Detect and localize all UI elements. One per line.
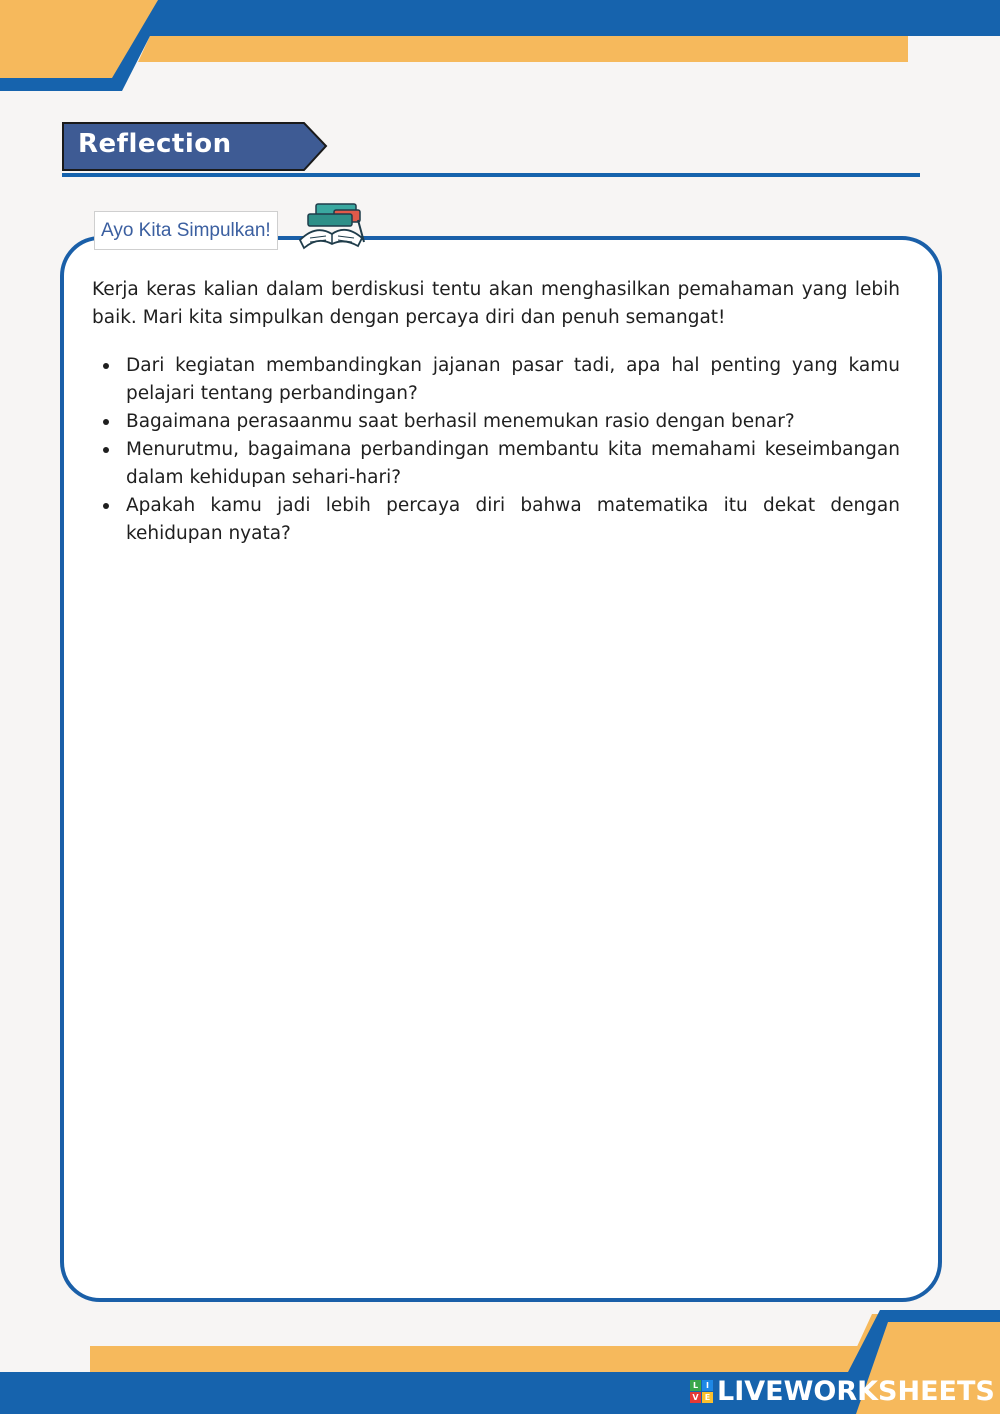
list-item [92,492,900,548]
question-text: Dari kegiatan membandingkan jajanan pasar tadi, apa hal penting yang kamu pelajari tentang perbandingan? [126,355,900,404]
question-text: Apakah kamu jadi lebih percaya diri bahwa matematika itu dekat dengan kehidupan nyata? [126,495,900,544]
list-item [92,436,900,492]
books-icon [294,200,368,252]
intro-paragraph: Kerja keras kalian dalam berdiskusi tentu akan menghasilkan pemahaman yang lebih baik. Mari kita simpulkan dengan percaya diri dan penuh semangat! [92,279,900,328]
bullet-icon [103,363,109,369]
list-item [92,408,900,436]
section-label: Ayo Kita Simpulkan! [94,211,278,250]
top-decoration [0,0,1000,95]
question-text: Bagaimana perasaanmu saat berhasil menemukan rasio dengan benar? [126,411,795,432]
question-text: Menurutmu, bagaimana perbandingan membantu kita memahami keseimbangan dalam kehidupan sehari-hari? [126,439,900,488]
brand-name: LIVEWORKSHEETS [717,1375,995,1407]
bullet-icon [103,419,109,425]
bullet-icon [103,503,109,509]
question-list [92,352,900,548]
title-banner [62,122,328,172]
page-title: Reflection [78,129,232,159]
bullet-icon [103,447,109,453]
list-item [92,352,900,408]
brand-watermark [690,1376,995,1406]
title-underline [62,173,920,177]
brand-logo-icon: L I V E [690,1380,713,1403]
